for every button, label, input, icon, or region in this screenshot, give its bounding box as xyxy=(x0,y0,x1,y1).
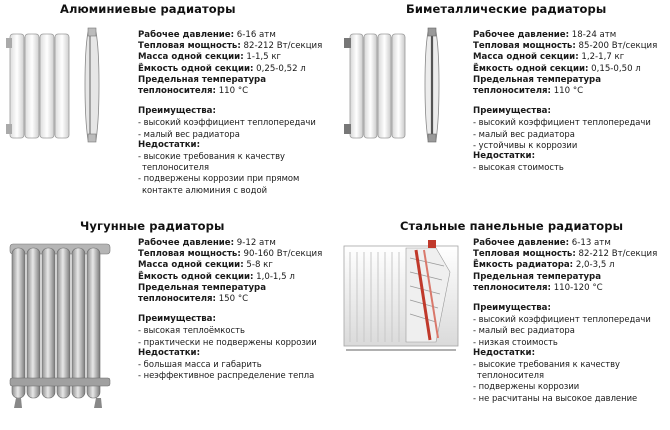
cast-iron-specs xyxy=(138,238,322,381)
list-item: теплоносителя xyxy=(142,162,210,173)
list-item: - не расчитаны на высокое давление xyxy=(473,392,638,403)
cons-heading: Недостатки: xyxy=(138,347,201,358)
list-item: контакте алюминия с водой xyxy=(142,184,268,195)
bimetal-radiator-icon xyxy=(342,24,462,148)
spec-row: Ёмкость радиатора: 2,0-3,5 л xyxy=(473,260,615,271)
list-item: - высокий коэффициент теплопередачи xyxy=(473,117,651,128)
list-item: - малый вес радиатора xyxy=(473,128,575,139)
list-item: - подвержены коррозии при прямом xyxy=(138,173,300,184)
panel-title-cast-iron: Чугунные радиаторы xyxy=(80,219,225,233)
spec-row: теплоносителя: 150 °С xyxy=(138,294,249,305)
panel-title-aluminum: Алюминиевые радиаторы xyxy=(60,2,236,16)
spec-row: Тепловая мощность: 82-212 Вт/секция xyxy=(473,249,658,260)
list-item: - высокие требования к качеству xyxy=(138,151,285,162)
spec-row: Тепловая мощность: 82-212 Вт/секция xyxy=(138,41,323,52)
list-item: - низкая стоимость xyxy=(473,336,558,347)
cast-iron-radiator-icon xyxy=(2,236,118,412)
cons-heading: Недостатки: xyxy=(138,139,201,150)
spec-row: Предельная температура xyxy=(473,271,601,282)
list-item: - высокая стоимость xyxy=(473,162,564,173)
pros-heading: Преимущества: xyxy=(473,106,551,117)
list-item: - устойчивы к коррозии xyxy=(473,139,578,150)
spec-row: Ёмкость одной секции: 1,0-1,5 л xyxy=(138,271,295,282)
list-item: теплоносителя xyxy=(477,370,545,381)
cons-heading: Недостатки: xyxy=(473,151,536,162)
list-item: - неэффективное распределение тепла xyxy=(138,370,315,381)
list-item: - малый вес радиатора xyxy=(473,325,575,336)
aluminum-radiator-icon xyxy=(6,24,122,148)
spec-row: Тепловая мощность: 85-200 Вт/секция xyxy=(473,41,658,52)
spec-row: Тепловая мощность: 90-160 Вт/секция xyxy=(138,249,323,260)
pros-heading: Преимущества: xyxy=(138,314,216,325)
spec-row: Масса одной секции: 1-1,5 кг xyxy=(138,52,282,63)
panel-title-bimetal: Биметаллические радиаторы xyxy=(406,2,607,16)
bimetal-specs xyxy=(473,30,657,173)
list-item: - большая масса и габарить xyxy=(138,359,262,370)
spec-row: Масса одной секции: 5-8 кг xyxy=(138,260,273,271)
list-item: - высокий коэффициент теплопередачи xyxy=(138,117,316,128)
list-item: - высокие требования к качеству xyxy=(473,359,620,370)
spec-row: Ёмкость одной секции: 0,15-0,50 л xyxy=(473,63,641,74)
spec-row: теплоносителя: 110 °С xyxy=(473,86,584,97)
list-item: - высокая теплоёмкость xyxy=(138,325,245,336)
pros-heading: Преимущества: xyxy=(473,303,551,314)
list-item: - практически не подвержены коррозии xyxy=(138,336,317,347)
spec-row: теплоносителя: 110-120 °С xyxy=(473,282,603,293)
spec-row: Ёмкость одной секции: 0,25-0,52 л xyxy=(138,63,306,74)
spec-row: теплоносителя: 110 °С xyxy=(138,86,249,97)
spec-row: Предельная температура xyxy=(138,74,266,85)
cons-heading: Недостатки: xyxy=(473,347,536,358)
steel-panel-specs xyxy=(473,238,657,404)
spec-row: Рабочее давление: 9-12 атм xyxy=(138,238,276,248)
panel-title-steel-panel: Стальные панельные радиаторы xyxy=(400,219,624,233)
spec-row: Рабочее давление: 18-24 атм xyxy=(473,30,617,40)
list-item: - высокий коэффициент теплопередачи xyxy=(473,314,651,325)
spec-row: Рабочее давление: 6-13 атм xyxy=(473,238,611,248)
spec-row: Рабочее давление: 6-16 атм xyxy=(138,30,276,40)
spec-row: Предельная температура xyxy=(473,74,601,85)
list-item: - малый вес радиатора xyxy=(138,128,240,139)
spec-row: Предельная температура xyxy=(138,282,266,293)
pros-heading: Преимущества: xyxy=(138,106,216,117)
spec-row: Масса одной секции: 1,2-1,7 кг xyxy=(473,52,625,63)
list-item: - подвержены коррозии xyxy=(473,381,580,392)
aluminum-specs xyxy=(138,30,322,196)
steel-panel-radiator-icon xyxy=(340,238,464,364)
